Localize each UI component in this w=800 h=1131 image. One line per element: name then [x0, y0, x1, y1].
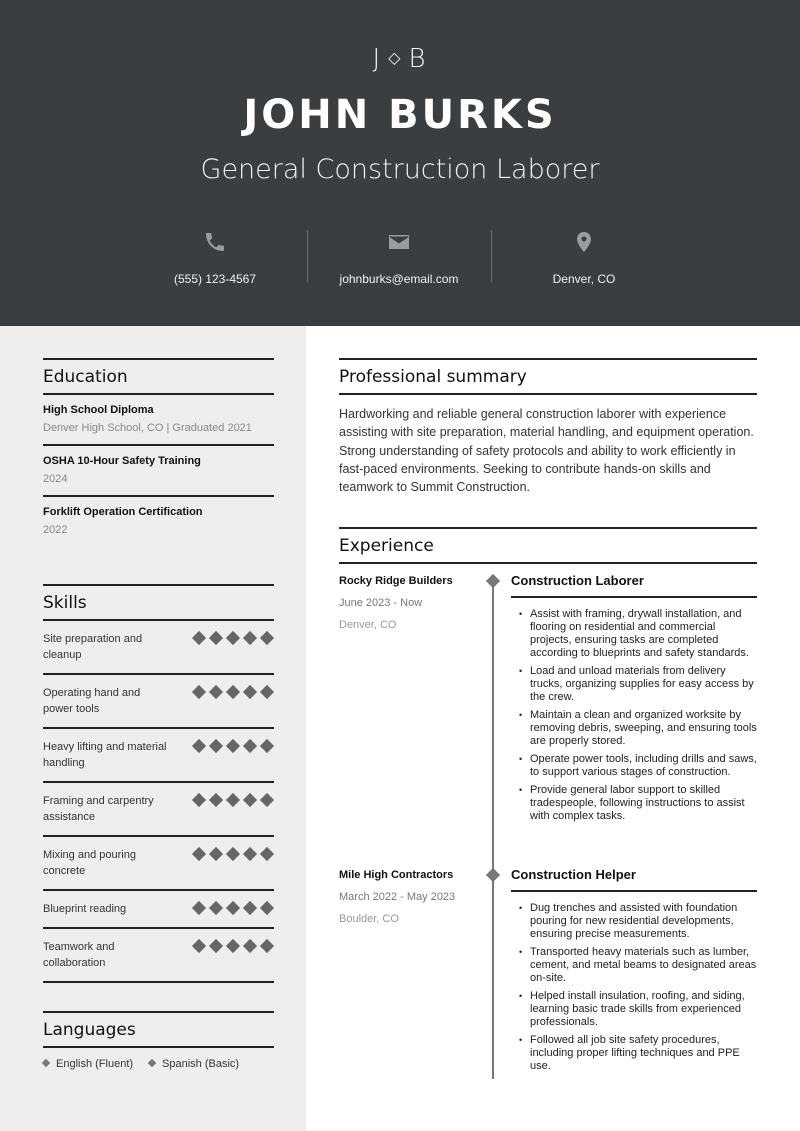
rating-diamond-icon [209, 685, 223, 699]
monogram-right: B [408, 44, 428, 74]
education-title: High School Diploma [43, 404, 154, 416]
contact-email [324, 230, 474, 288]
job-bullet: • Followed all job site safety procedures, including proper lifting techniques and PPE use. [519, 1034, 757, 1073]
job-bullet: • Transported heavy materials such as lumber, cement, and metal beams to designated areas on-site. [519, 946, 757, 985]
rating-diamond-icon [192, 685, 206, 699]
skill-row [43, 891, 274, 929]
rating-diamond-icon [243, 739, 257, 753]
rating-diamond-icon [243, 901, 257, 915]
candidate-title: General Construction Laborer [200, 154, 600, 185]
skill-name: Operating hand and power tools [43, 687, 141, 715]
location-pin-icon [509, 230, 659, 256]
education-section [43, 358, 274, 546]
experience-section [339, 527, 757, 564]
resume-header [0, 0, 800, 326]
language-label: Spanish (Basic) [162, 1058, 240, 1070]
skill-row [43, 729, 274, 783]
contact-phone [140, 230, 290, 288]
job-company: Mile High Contractors [339, 869, 454, 881]
education-item [43, 497, 274, 546]
phone-icon [140, 230, 290, 256]
languages-heading: Languages [43, 1020, 136, 1040]
job-bullet: • Load and unload materials from delivery trucks, organizing supplies for easy access by the crew. [519, 665, 757, 704]
candidate-name: JOHN BURKS [243, 92, 557, 138]
rating-diamond-icon [226, 793, 240, 807]
rating-diamond-icon [243, 631, 257, 645]
skills-heading: Skills [43, 593, 87, 613]
rating-diamond-icon [260, 631, 274, 645]
location-text: Denver, CO [552, 272, 616, 286]
rating-diamond-icon [192, 901, 206, 915]
job-bullets [511, 598, 757, 823]
rating-diamond-icon [226, 631, 240, 645]
diamond-bullet-icon [42, 1059, 50, 1067]
job-bullet: • Maintain a clean and organized worksite by removing debris, sweeping, and ensuring tools are properly stored. [519, 709, 757, 748]
job-bullets [511, 892, 757, 1073]
job-bullet: • Helped install insulation, roofing, and siding, learning basic trade skills from experienced professionals. [519, 990, 757, 1029]
education-subtitle: 2022 [43, 524, 68, 536]
language-item [43, 1058, 133, 1070]
education-heading: Education [43, 367, 128, 387]
rating-diamond-icon [209, 901, 223, 915]
phone-text: (555) 123-4567 [173, 272, 257, 286]
rating-diamond-icon [192, 793, 206, 807]
timeline-line [492, 577, 494, 1079]
rating-diamond-icon [226, 685, 240, 699]
rating-diamond-icon [226, 847, 240, 861]
skill-row [43, 929, 274, 983]
diamond-icon: ◇ [388, 48, 403, 67]
job-location: Boulder, CO [339, 913, 399, 925]
skill-rating [194, 849, 272, 859]
rating-diamond-icon [192, 847, 206, 861]
job-company: Rocky Ridge Builders [339, 575, 453, 587]
skill-name: Mixing and pouring concrete [43, 849, 136, 877]
languages-list [43, 1048, 274, 1070]
rating-diamond-icon [243, 685, 257, 699]
skill-row [43, 621, 274, 675]
job-bullet: • Provide general labor support to skilled tradespeople, following instructions to assist with complex tasks. [519, 784, 757, 823]
job-role: Construction Helper [511, 867, 757, 892]
skill-rating [194, 941, 272, 951]
job-location: Denver, CO [339, 619, 397, 631]
rating-diamond-icon [192, 939, 206, 953]
contact-divider [491, 230, 492, 283]
rating-diamond-icon [260, 847, 274, 861]
monogram [0, 44, 800, 74]
skill-rating [194, 687, 272, 697]
skill-rating [194, 795, 272, 805]
rating-diamond-icon [260, 739, 274, 753]
rating-diamond-icon [243, 793, 257, 807]
languages-section [43, 1011, 274, 1070]
rating-diamond-icon [260, 685, 274, 699]
skill-rating [194, 903, 272, 913]
job-meta [339, 869, 479, 925]
language-item [149, 1058, 239, 1070]
rating-diamond-icon [209, 739, 223, 753]
skills-section [43, 584, 274, 983]
job-bullet: • Operate power tools, including drills and saws, to support various stages of construction. [519, 753, 757, 779]
monogram-left: J [372, 44, 383, 74]
rating-diamond-icon [260, 939, 274, 953]
skill-name: Teamwork and collaboration [43, 941, 115, 969]
email-text: johnburks@email.com [339, 272, 459, 286]
rating-diamond-icon [226, 901, 240, 915]
skill-row [43, 675, 274, 729]
skill-row [43, 783, 274, 837]
rating-diamond-icon [209, 793, 223, 807]
summary-text: Hardworking and reliable general construction laborer with experience assisting with site preparation, material handling, and equipment operation. Strong understanding of safety protocols and ability to work efficiently in fast-paced environments. Seeking to contribute hands-on skills and teamwork to Summit Construction. [339, 407, 754, 495]
timeline-diamond-icon [486, 574, 500, 588]
rating-diamond-icon [209, 631, 223, 645]
skill-rating [194, 633, 272, 643]
rating-diamond-icon [209, 939, 223, 953]
rating-diamond-icon [209, 847, 223, 861]
contact-location [509, 230, 659, 288]
skill-row [43, 837, 274, 891]
skill-name: Blueprint reading [43, 903, 127, 915]
contact-divider [307, 230, 308, 283]
job-dates: June 2023 - Now [339, 597, 423, 609]
job-bullet: • Dug trenches and assisted with foundation pouring for new residential developments, ensuring precise measurements. [519, 902, 757, 941]
education-subtitle: 2024 [43, 473, 68, 485]
job-meta [339, 575, 479, 631]
experience-heading: Experience [339, 536, 434, 556]
education-item [43, 395, 274, 446]
language-label: English (Fluent) [56, 1058, 134, 1070]
summary-section [339, 358, 757, 496]
job-bullet: • Assist with framing, drywall installation, and flooring on residential and commercial projects, ensuring tasks are completed according to blueprints and safety standards. [519, 608, 757, 660]
job-dates: March 2022 - May 2023 [339, 891, 456, 903]
diamond-bullet-icon [148, 1059, 156, 1067]
rating-diamond-icon [192, 631, 206, 645]
job-role: Construction Laborer [511, 573, 757, 598]
rating-diamond-icon [243, 847, 257, 861]
envelope-icon [324, 230, 474, 256]
education-title: OSHA 10-Hour Safety Training [43, 455, 201, 467]
rating-diamond-icon [226, 739, 240, 753]
skill-name: Site preparation and cleanup [43, 633, 143, 661]
divider [339, 562, 757, 564]
job-details [511, 867, 757, 1078]
job-details [511, 573, 757, 828]
rating-diamond-icon [243, 939, 257, 953]
rating-diamond-icon [260, 901, 274, 915]
timeline-diamond-icon [486, 868, 500, 882]
education-title: Forklift Operation Certification [43, 506, 203, 518]
rating-diamond-icon [192, 739, 206, 753]
skill-name: Heavy lifting and material handling [43, 741, 167, 769]
rating-diamond-icon [260, 793, 274, 807]
rating-diamond-icon [226, 939, 240, 953]
skill-rating [194, 741, 272, 751]
summary-heading: Professional summary [339, 367, 527, 387]
education-subtitle: Denver High School, CO | Graduated 2021 [43, 422, 252, 434]
skill-name: Framing and carpentry assistance [43, 795, 154, 823]
education-item [43, 446, 274, 497]
